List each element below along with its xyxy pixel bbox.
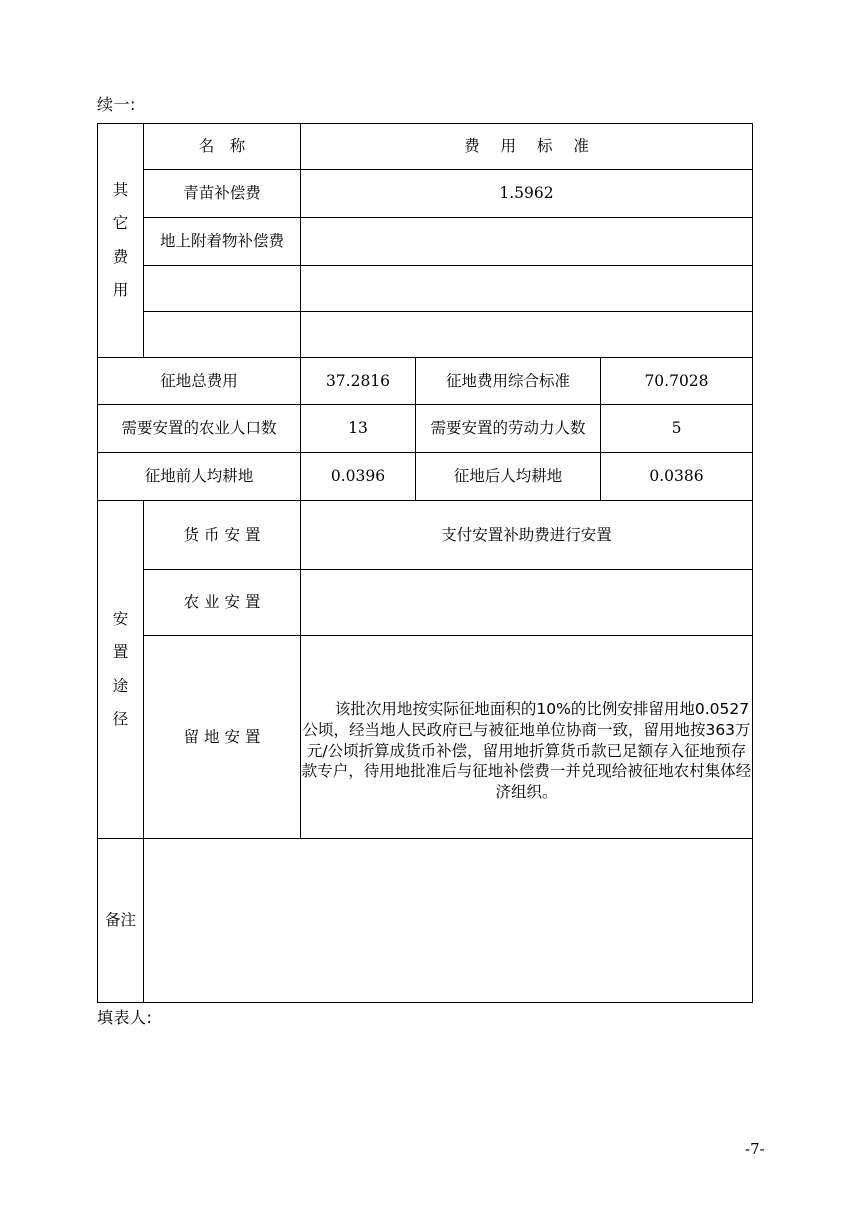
- label-labor-force: 需要安置的劳动力人数: [416, 405, 601, 453]
- continuation-label: 续一:: [97, 95, 136, 114]
- label-total-acquisition-cost: 征地总费用: [98, 358, 301, 405]
- value-per-capita-after: 0.0386: [601, 453, 753, 501]
- content-remarks: [144, 839, 753, 1003]
- side-label-char: 费: [112, 247, 129, 266]
- fee-value-attachments: [301, 218, 753, 266]
- side-label-char: 其: [112, 180, 129, 199]
- side-label-char: 径: [112, 710, 129, 728]
- side-label-resettlement-method: [98, 501, 144, 839]
- column-header-name: 名 称: [144, 124, 301, 170]
- label-per-capita-after: 征地后人均耕地: [416, 453, 601, 501]
- table-row-other-fee-blank-1: [98, 266, 753, 312]
- label-monetary-resettlement: 货 币 安 置: [144, 501, 301, 570]
- value-agricultural-population: 13: [301, 405, 416, 453]
- content-agricultural-resettlement: [301, 570, 753, 636]
- fee-name-attachments: 地上附着物补偿费: [144, 218, 301, 266]
- label-agricultural-population: 需要安置的农业人口数: [98, 405, 301, 453]
- form-filler-label: 填表人:: [97, 1008, 153, 1027]
- content-monetary-resettlement: 支付安置补助费进行安置: [301, 501, 753, 570]
- value-labor-force: 5: [601, 405, 753, 453]
- value-comprehensive-standard: 70.7028: [601, 358, 753, 405]
- table-row-remarks: [98, 839, 753, 1003]
- value-per-capita-before: 0.0396: [301, 453, 416, 501]
- table-row-agricultural-resettlement: [98, 570, 753, 636]
- label-reserved-land-resettlement: 留 地 安 置: [144, 636, 301, 839]
- table-row-other-fee-blank-2: [98, 312, 753, 358]
- table-row-population: [98, 405, 753, 453]
- fee-name-blank-2: [144, 312, 301, 358]
- table-row-reserved-land-resettlement: [98, 636, 753, 839]
- fee-value-seedling: 1.5962: [301, 170, 753, 218]
- label-remarks: 备注: [98, 839, 144, 1003]
- label-agricultural-resettlement: 农 业 安 置: [144, 570, 301, 636]
- fee-value-blank-2: [301, 312, 753, 358]
- label-comprehensive-standard: 征地费用综合标准: [416, 358, 601, 405]
- side-label-char: 置: [112, 643, 129, 661]
- fee-name-seedling: 青苗补偿费: [144, 170, 301, 218]
- side-label-other-fees: [98, 124, 144, 358]
- page-number: -7-: [745, 1140, 765, 1158]
- land-acquisition-table: [97, 123, 753, 1003]
- table-row-monetary-resettlement: [98, 501, 753, 570]
- content-reserved-land-resettlement: [301, 636, 753, 839]
- side-label-char: 安: [112, 609, 129, 628]
- side-label-char: 途: [112, 676, 129, 695]
- table-row-attachment-compensation: [98, 218, 753, 266]
- fee-name-blank-1: [144, 266, 301, 312]
- fee-value-blank-1: [301, 266, 753, 312]
- table-row-total-cost: [98, 358, 753, 405]
- side-label-char: 用: [112, 281, 129, 299]
- table-row-per-capita-land: [98, 453, 753, 501]
- label-per-capita-before: 征地前人均耕地: [98, 453, 301, 501]
- column-header-fee-standard: 费 用 标 准: [301, 124, 753, 170]
- table-row-seedling-compensation: [98, 170, 753, 218]
- value-total-acquisition-cost: 37.2816: [301, 358, 416, 405]
- reserved-land-paragraph-text: 该批次用地按实际征地面积的10%的比例安排留用地0.0527公顷，经当地人民政府已与被征地单位协商一致，留用地按363万元/公顷折算成货币补偿，留用地折算货币款已足额存入征地预存款专户，待用地批准后与征地补偿费一并兑现给被征地农村集体经济组织。: [301, 699, 752, 802]
- table-row-other-fees-header: [98, 124, 753, 170]
- side-label-char: 它: [112, 214, 129, 232]
